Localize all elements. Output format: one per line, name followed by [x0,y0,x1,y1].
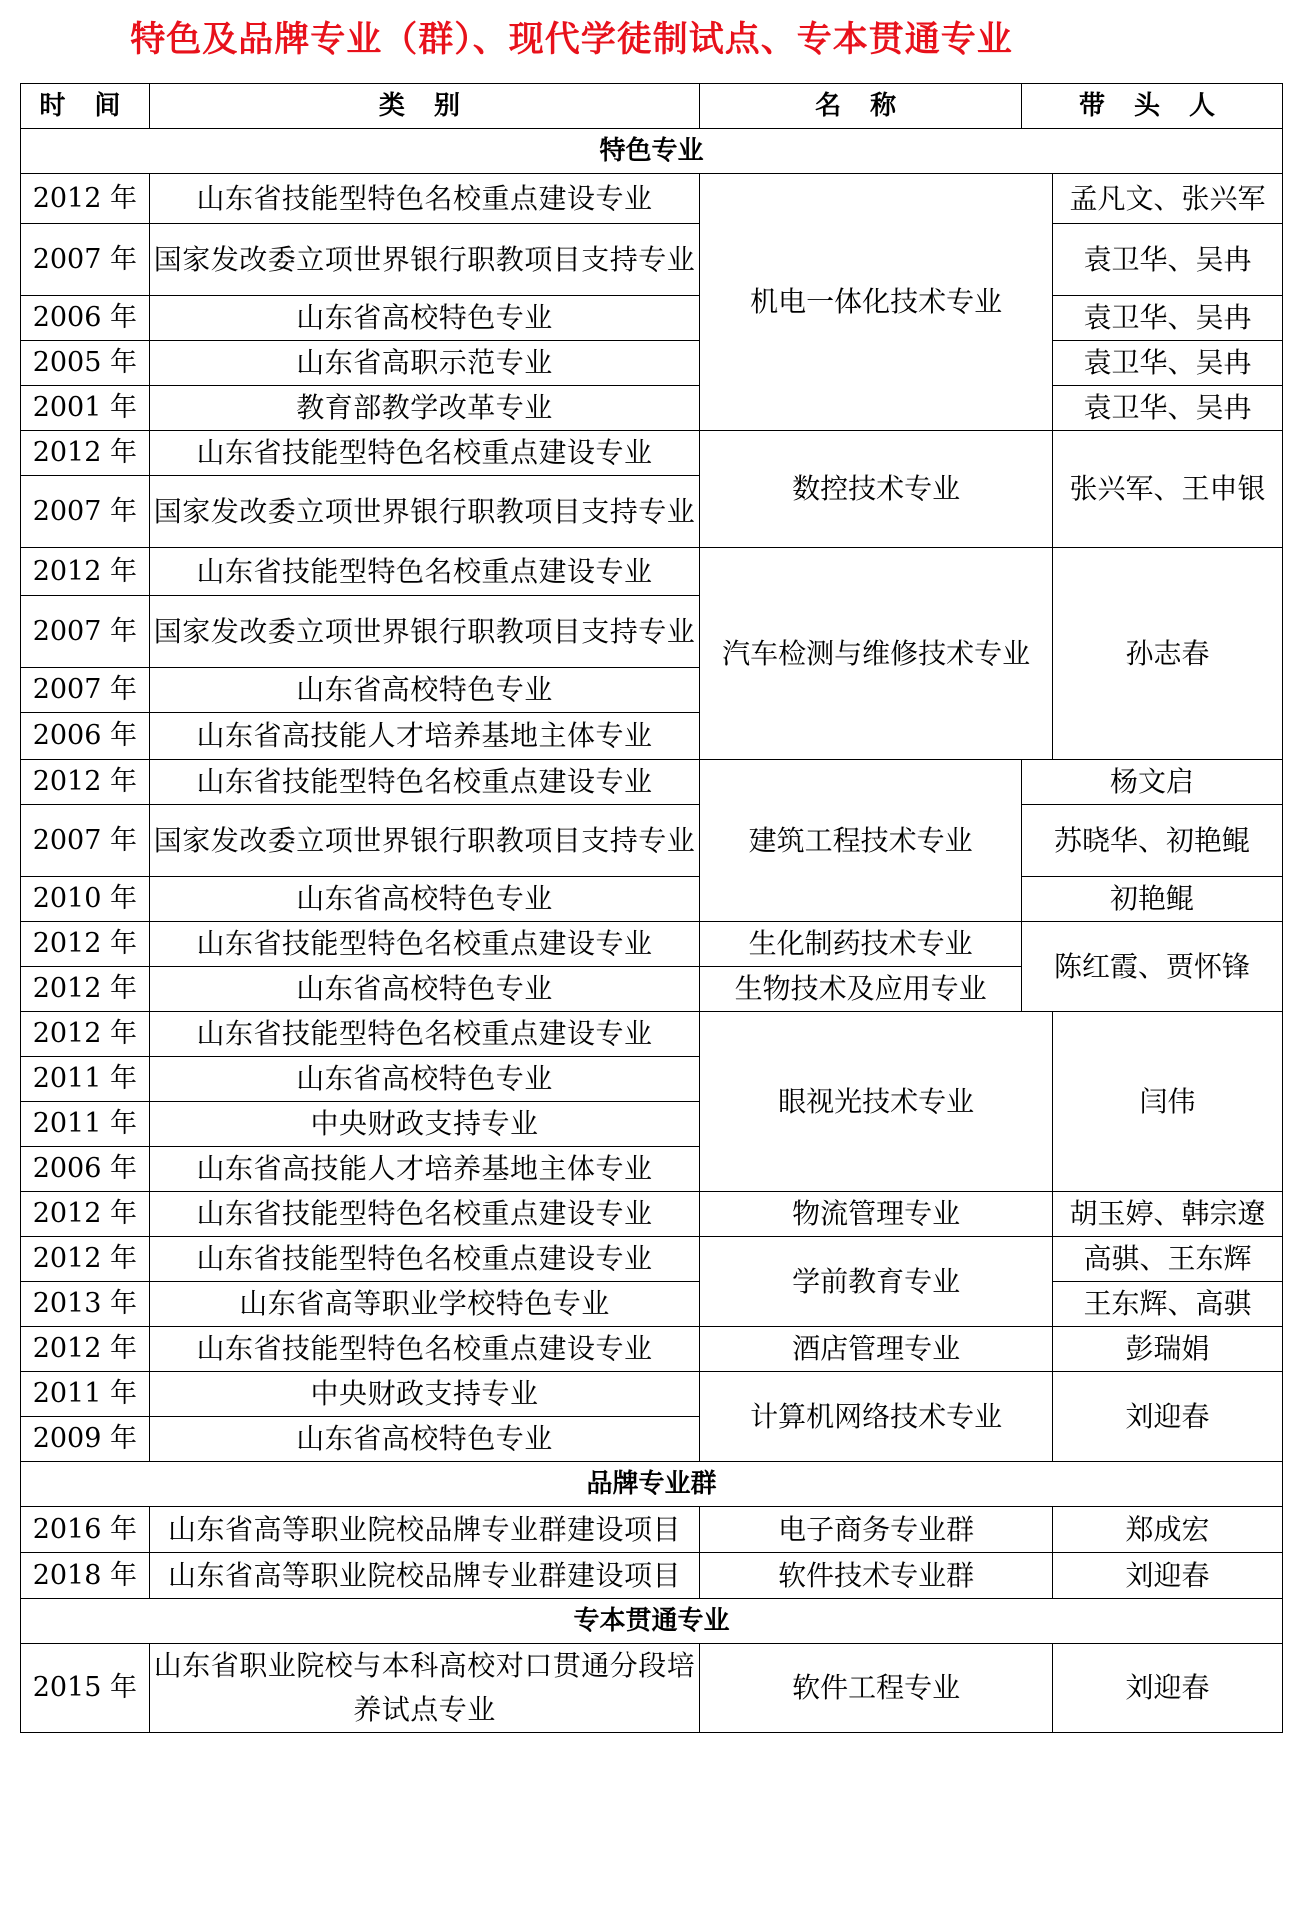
cell-name: 学前教育专业 [700,1237,1053,1327]
col-header-name: 名 称 [700,84,1022,129]
table-row [21,224,1283,296]
table-row [21,548,1283,596]
cell-category: 山东省技能型特色名校重点建设专业 [149,1192,700,1237]
col-header-category: 类 别 [149,84,700,129]
cell-leader: 孙志春 [1052,548,1282,760]
table-row [21,431,1283,476]
cell-year: 2007 年 [21,596,150,668]
cell-category: 山东省高等职业院校品牌专业群建设项目 [149,1553,700,1599]
table-row [21,1553,1283,1599]
cell-category: 山东省技能型特色名校重点建设专业 [149,1237,700,1282]
cell-category: 山东省技能型特色名校重点建设专业 [149,922,700,967]
table-row [21,1282,1283,1327]
cell-category: 山东省技能型特色名校重点建设专业 [149,1327,700,1372]
cell-category: 国家发改委立项世界银行职教项目支持专业 [149,224,700,296]
cell-year: 2011 年 [21,1057,150,1102]
cell-year: 2012 年 [21,1327,150,1372]
cell-name: 数控技术专业 [700,431,1053,548]
section-title-bachelor: 专本贯通专业 [21,1599,1283,1644]
section-row [21,1599,1283,1644]
cell-year: 2009 年 [21,1417,150,1462]
table-row [21,1237,1283,1282]
table-row [21,1507,1283,1553]
cell-year: 2012 年 [21,174,150,224]
cell-name: 电子商务专业群 [700,1507,1053,1553]
cell-category: 山东省高校特色专业 [149,1057,700,1102]
cell-year: 2006 年 [21,1147,150,1192]
cell-leader: 袁卫华、吴冉 [1052,341,1282,386]
cell-leader: 胡玉婷、韩宗遼 [1052,1192,1282,1237]
cell-year: 2015 年 [21,1644,150,1733]
section-row [21,1462,1283,1507]
cell-leader: 高骐、王东辉 [1052,1237,1282,1282]
table-row [21,805,1283,877]
table-row [21,760,1283,805]
cell-category: 中央财政支持专业 [149,1372,700,1417]
cell-year: 2010 年 [21,877,150,922]
cell-name: 生物技术及应用专业 [700,967,1022,1012]
cell-year: 2013 年 [21,1282,150,1327]
cell-year: 2005 年 [21,341,150,386]
cell-year: 2012 年 [21,548,150,596]
cell-name: 软件工程专业 [700,1644,1053,1733]
cell-leader: 苏晓华、初艳鲲 [1021,805,1282,877]
cell-category: 国家发改委立项世界银行职教项目支持专业 [149,476,700,548]
cell-category: 国家发改委立项世界银行职教项目支持专业 [149,596,700,668]
table-row [21,296,1283,341]
table-row [21,922,1283,967]
cell-leader: 刘迎春 [1052,1644,1282,1733]
cell-name: 物流管理专业 [700,1192,1053,1237]
cell-category: 山东省高职示范专业 [149,341,700,386]
table-row [21,1327,1283,1372]
cell-category: 山东省高技能人才培养基地主体专业 [149,1147,700,1192]
cell-category: 山东省高校特色专业 [149,296,700,341]
cell-leader: 刘迎春 [1052,1553,1282,1599]
cell-year: 2007 年 [21,805,150,877]
cell-category: 中央财政支持专业 [149,1102,700,1147]
col-header-time: 时 间 [21,84,150,129]
cell-category: 山东省技能型特色名校重点建设专业 [149,760,700,805]
cell-leader: 刘迎春 [1052,1372,1282,1462]
section-title-featured: 特色专业 [21,129,1283,174]
cell-leader: 孟凡文、张兴军 [1052,174,1282,224]
cell-year: 2007 年 [21,668,150,713]
cell-year: 2012 年 [21,760,150,805]
cell-category: 教育部教学改革专业 [149,386,700,431]
cell-leader: 王东辉、高骐 [1052,1282,1282,1327]
cell-leader: 彭瑞娟 [1052,1327,1282,1372]
page-title: 特色及品牌专业（群）、现代学徒制试点、专本贯通专业 [130,19,1013,60]
cell-year: 2016 年 [21,1507,150,1553]
cell-category: 国家发改委立项世界银行职教项目支持专业 [149,805,700,877]
cell-year: 2011 年 [21,1102,150,1147]
cell-year: 2012 年 [21,1012,150,1057]
cell-year: 2012 年 [21,1237,150,1282]
cell-year: 2018 年 [21,1553,150,1599]
section-row [21,129,1283,174]
cell-leader: 闫伟 [1052,1012,1282,1192]
cell-year: 2012 年 [21,967,150,1012]
cell-year: 2006 年 [21,713,150,760]
table-row [21,877,1283,922]
cell-leader: 袁卫华、吴冉 [1052,296,1282,341]
cell-category: 山东省高校特色专业 [149,1417,700,1462]
table-row [21,341,1283,386]
cell-name: 汽车检测与维修技术专业 [700,548,1053,760]
cell-leader: 初艳鲲 [1021,877,1282,922]
cell-leader: 郑成宏 [1052,1507,1282,1553]
cell-leader: 杨文启 [1021,760,1282,805]
header-row [21,84,1283,129]
cell-year: 2001 年 [21,386,150,431]
cell-category: 山东省高等职业学校特色专业 [149,1282,700,1327]
table-row [21,1372,1283,1417]
cell-year: 2012 年 [21,1192,150,1237]
cell-category: 山东省高技能人才培养基地主体专业 [149,713,700,760]
cell-name: 建筑工程技术专业 [700,760,1022,922]
cell-leader: 陈红霞、贾怀锋 [1021,922,1282,1012]
cell-name: 生化制药技术专业 [700,922,1022,967]
cell-year: 2012 年 [21,922,150,967]
cell-category: 山东省职业院校与本科高校对口贯通分段培养试点专业 [149,1644,700,1733]
cell-name: 酒店管理专业 [700,1327,1053,1372]
cell-name: 软件技术专业群 [700,1553,1053,1599]
table-row [21,1192,1283,1237]
cell-year: 2007 年 [21,224,150,296]
cell-category: 山东省技能型特色名校重点建设专业 [149,1012,700,1057]
cell-name: 计算机网络技术专业 [700,1372,1053,1462]
cell-category: 山东省高校特色专业 [149,668,700,713]
cell-year: 2011 年 [21,1372,150,1417]
cell-category: 山东省高等职业院校品牌专业群建设项目 [149,1507,700,1553]
table-row [21,1644,1283,1733]
cell-category: 山东省高校特色专业 [149,877,700,922]
cell-leader: 张兴军、王申银 [1052,431,1282,548]
table-row [21,1012,1283,1057]
table-row [21,386,1283,431]
cell-name: 机电一体化技术专业 [700,174,1053,431]
cell-category: 山东省技能型特色名校重点建设专业 [149,174,700,224]
majors-table [20,83,1283,1733]
cell-leader: 袁卫华、吴冉 [1052,224,1282,296]
cell-category: 山东省技能型特色名校重点建设专业 [149,548,700,596]
cell-name: 眼视光技术专业 [700,1012,1053,1192]
cell-year: 2012 年 [21,431,150,476]
cell-category: 山东省技能型特色名校重点建设专业 [149,431,700,476]
cell-year: 2006 年 [21,296,150,341]
section-title-brand: 品牌专业群 [21,1462,1283,1507]
table-row [21,174,1283,224]
cell-year: 2007 年 [21,476,150,548]
col-header-leader: 带 头 人 [1021,84,1282,129]
cell-leader: 袁卫华、吴冉 [1052,386,1282,431]
cell-category: 山东省高校特色专业 [149,967,700,1012]
